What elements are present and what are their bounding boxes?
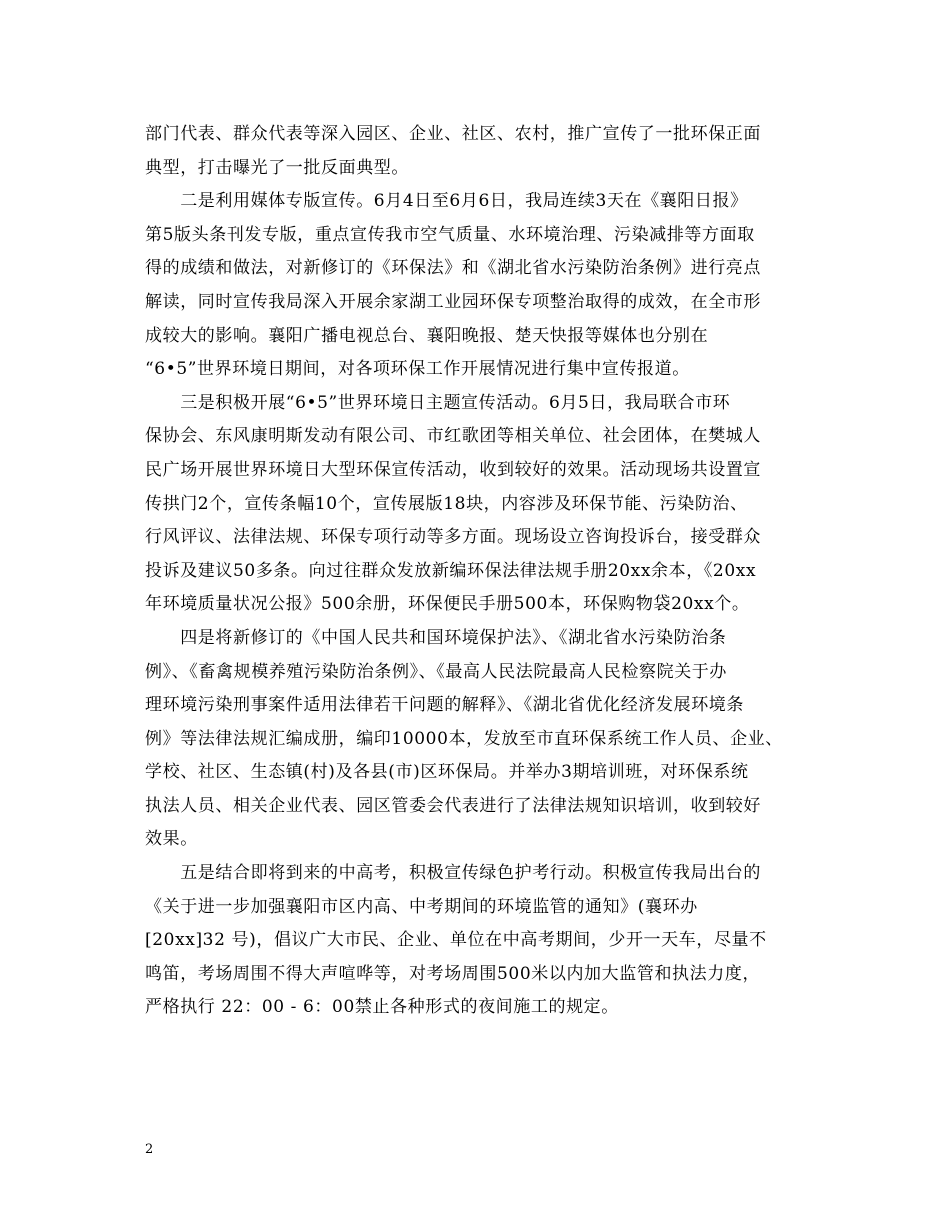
text-line: 解读，同时宣传我局深入开展余家湖工业园环保专项整治取得的成效，在全市形: [145, 291, 761, 312]
text-line: [20xx]32 号)，倡议广大市民、企业、单位在中高考期间，少开一天车，尽量不: [145, 930, 767, 951]
text-line: 行风评议、法律法规、环保专项行动等多方面。现场设立咨询投诉台，接受群众: [145, 527, 761, 548]
text-line: 鸣笛，考场周围不得大声喧哗等，对考场周围500米以内加大监管和执法力度，: [145, 963, 761, 984]
text-line: 第5版头条刊发专版，重点宣传我市空气质量、水环境治理、污染减排等方面取: [145, 224, 755, 245]
text-line: 民广场开展世界环境日大型环保宣传活动，收到较好的效果。活动现场共设置宣: [145, 459, 761, 480]
text-line: “6•5”世界环境日期间，对各项环保工作开展情况进行集中宣传报道。: [145, 359, 690, 380]
text-line: 学校、社区、生态镇(村)及各县(市)区环保局。并举办3期培训班，对环保系统: [145, 762, 749, 783]
text-line: 三是积极开展“6•5”世界环境日主题宣传活动。6月5日，我局联合市环: [145, 392, 731, 413]
body-text: [145, 118, 815, 1025]
text-line: 典型，打击曝光了一批反面典型。: [145, 157, 409, 178]
text-line: 效果。: [145, 829, 198, 850]
text-line: 四是将新修订的《中国人民共和国环境保护法》、《湖北省水污染防治条: [145, 627, 727, 648]
text-line: 部门代表、群众代表等深入园区、企业、社区、农村，推广宣传了一批环保正面: [145, 124, 761, 144]
text-line: 执法人员、相关企业代表、园区管委会代表进行了法律法规知识培训，收到较好: [145, 795, 761, 816]
text-line: 理环境污染刑事案件适用法律若干问题的解释》、《湖北省优化经济发展环境条: [145, 695, 744, 716]
text-line: 年环境质量状况公报》500余册，环保便民手册500本，环保购物袋20xx个。: [145, 594, 750, 615]
text-line: 例》等法律法规汇编成册，编印10000本，发放至市直环保系统工作人员、企业、: [145, 728, 783, 749]
text-line: 例》、《畜禽规模养殖污染防治条例》、《最高人民法院最高人民检察院关于办: [145, 661, 727, 682]
page-number: 2: [145, 1142, 154, 1157]
text-line: 五是结合即将到来的中高考，积极宣传绿色护考行动。积极宣传我局出台的: [145, 863, 761, 884]
text-line: 严格执行 22：00 - 6：00禁止各种形式的夜间施工的规定。: [145, 997, 619, 1018]
text-line: 传拱门2个，宣传条幅10个，宣传展版18块，内容涉及环保节能、污染防治、: [145, 493, 748, 514]
text-line: 保协会、东风康明斯发动有限公司、市红歌团等相关单位、社会团体，在樊城人: [145, 426, 761, 447]
text-line: 投诉及建议50多条。向过往群众发放新编环保法律法规手册20xx余本，《20xx: [145, 560, 757, 581]
text-line: 得的成绩和做法，对新修订的《环保法》和《湖北省水污染防治条例》进行亮点: [145, 258, 761, 279]
text-line: 成较大的影响。襄阳广播电视总台、襄阳晚报、楚天快报等媒体也分别在: [145, 325, 709, 346]
text-line: 二是利用媒体专版宣传。6月4日至6月6日，我局连续3天在《襄阳日报》: [145, 191, 748, 212]
text-line: 《关于进一步加强襄阳市区内高、中考期间的环境监管的通知》(襄环办: [145, 896, 698, 917]
